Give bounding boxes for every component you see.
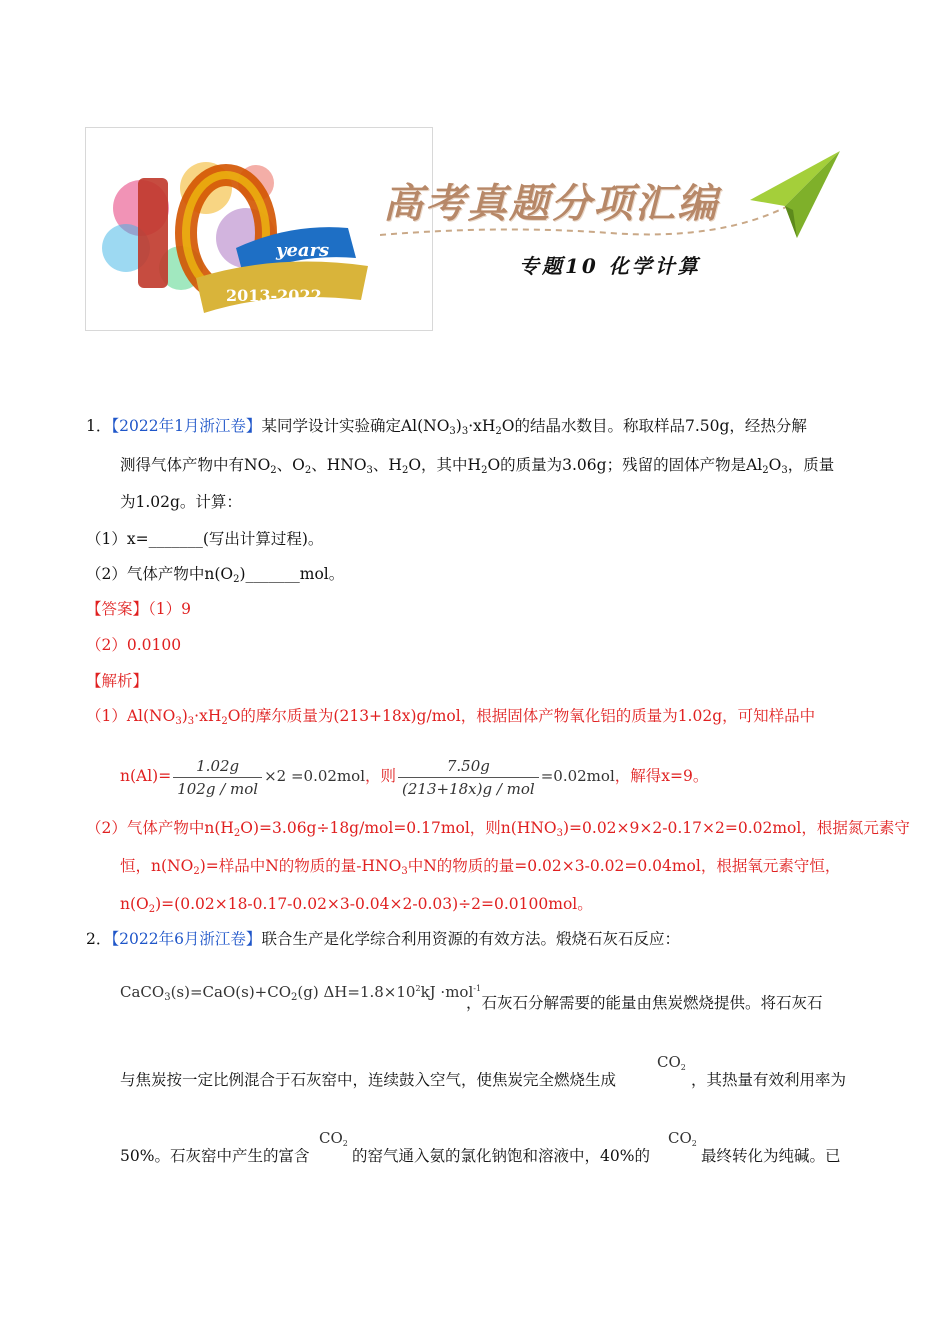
co2-formula: $CO_2$ — [657, 1053, 686, 1072]
paper-plane-icon — [745, 148, 845, 243]
q1-analysis-formula-line: n(Al)= $\frac{1.02g}{\text{102g / mol}}$ ×2 =0.02mol，则 $\frac{7.50g}{\text{(213+18x)g / mol}}$ =0.02mol，解得x=9。 — [120, 756, 709, 798]
q2-line-2-tail: ，石灰石分解需要的能量由焦炭燃烧提供。将石灰石 — [466, 994, 823, 1012]
logo-range-text: 2013-2022 — [226, 286, 322, 305]
fraction-sample-moles: $\frac{7.50g}{\text{(213+18x)g / mol}}$ — [398, 755, 539, 800]
banner-title: 高考真题分项汇编 — [383, 180, 719, 227]
logo-years-text: years — [276, 240, 330, 261]
fraction-al-moles: $\frac{1.02g}{\text{102g / mol}}$ — [173, 755, 262, 800]
q2-line-4c: 最终转化为纯碱。已 — [701, 1147, 841, 1165]
q1-answer-1: 【答案】（1）9 — [86, 600, 191, 618]
banner-subtitle: 专题10 化学计算 — [519, 254, 701, 278]
q1-analysis-line-4: 恒，$n(NO_2)=$样品中N的物质的量$-HNO_3$中N的物质的量=0.02×3-0.02=0.04mol，根据氧元素守恒， — [120, 857, 841, 877]
q2-line-3a: 与焦炭按一定比例混合于石灰窑中，连续鼓入空气，使焦炭完全燃烧生成 — [120, 1071, 617, 1089]
q2-line-1: 2．【2022年6月浙江卷】联合生产是化学综合利用资源的有效方法。煅烧石灰石反应： — [86, 930, 680, 948]
q1-analysis-line-5: $n(O_2)=(0.02\times 18-0.17-0.02\times 3-0.04\times 2-0.03)\div 2=0.0100mol$。 — [120, 895, 593, 915]
q1-number: 1． — [86, 417, 112, 435]
q2-number: 2． — [86, 930, 112, 948]
answer-label: 【答案】 — [86, 600, 149, 618]
q1-line-2: 测得气体产物中有$NO_2$、$O_2$、$HNO_3$、$H_2O$，其中$H_2O$的质量为3.06g；残留的固体产物是$Al_2O_3$，质量 — [120, 456, 835, 476]
q1-source: 【2022年1月浙江卷】 — [111, 417, 262, 435]
q1-analysis-line-1: $(1)Al(NO_3)_3\cdot xH_2O$的摩尔质量为(213+18x)g/mol，根据固体产物氧化铝的质量为1.02g，可知样品中 — [86, 707, 816, 727]
q1-line-1: 1．【2022年1月浙江卷】某同学设计实验确定$Al(NO_3)_3\cdot xH_2O$的结晶水数目。称取样品7.50g，经热分解 — [86, 417, 807, 437]
q2-line-4b: 的窑气通入氨的氯化钠饱和溶液中，40%的 — [352, 1147, 650, 1165]
q1-analysis-line-3: （2）气体产物中$n(H_2O)=3.06g\div 18g/mol=0.17mol$，则$n(HNO_3)=0.02\times 9\times 2-0.17\times 2=0.02mol$，根据氮元素守 — [86, 819, 910, 839]
q2-line-3b: ，其热量有效利用率为 — [691, 1071, 847, 1089]
analysis-label: 【解析】 — [86, 672, 149, 690]
q1-line-3: 为1.02g。计算： — [120, 493, 242, 511]
q2-source: 【2022年6月浙江卷】 — [111, 930, 262, 948]
co2-formula: $CO_2$ — [668, 1129, 697, 1148]
q2-equation: $CaCO_3(s)=CaO(s)+CO_2(g)$ $\Delta H=1.8\times 10^2kJ \cdot mol^{-1}$ — [120, 983, 482, 1003]
q2-line-4a: 50%。石灰窑中产生的富含 — [120, 1147, 310, 1165]
q1-sub-question-1: （1）x=_______(写出计算过程)。 — [86, 530, 324, 548]
co2-formula: $CO_2$ — [319, 1129, 348, 1148]
q1-sub-question-2: （2）气体产物中$n(O_2)\_\_\_\_\_\_\_mol$。 — [86, 565, 345, 585]
q1-answer-2: （2）0.0100 — [86, 636, 182, 654]
